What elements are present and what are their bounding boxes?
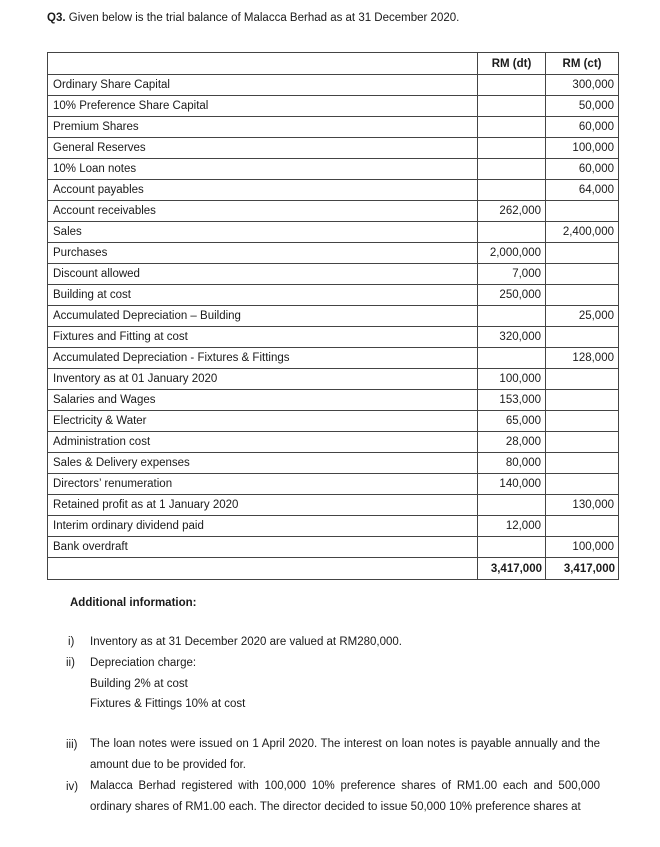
debit-amount: 80,000 <box>478 453 546 474</box>
account-name: Premium Shares <box>48 117 478 138</box>
table-row <box>48 495 619 516</box>
table-row <box>48 348 619 369</box>
debit-amount: 250,000 <box>478 285 546 306</box>
credit-amount <box>546 327 619 348</box>
info-item-text: Inventory as at 31 December 2020 are valued at RM280,000. <box>90 636 402 648</box>
credit-amount <box>546 516 619 537</box>
table-row <box>48 390 619 411</box>
table-row <box>48 96 619 117</box>
account-name: Ordinary Share Capital <box>48 75 478 96</box>
table-row <box>48 159 619 180</box>
debit-amount <box>478 537 546 558</box>
credit-amount <box>546 243 619 264</box>
account-name: General Reserves <box>48 138 478 159</box>
info-item-number: i) <box>68 636 75 648</box>
info-item-4-number: iv) <box>66 781 79 793</box>
header-debit: RM (dt) <box>478 53 546 75</box>
debit-amount: 140,000 <box>478 474 546 495</box>
table-row <box>48 75 619 96</box>
account-name: Sales & Delivery expenses <box>48 453 478 474</box>
credit-amount: 128,000 <box>546 348 619 369</box>
account-name: Discount allowed <box>48 264 478 285</box>
credit-amount <box>546 201 619 222</box>
debit-amount: 7,000 <box>478 264 546 285</box>
account-name: Purchases <box>48 243 478 264</box>
debit-amount <box>478 306 546 327</box>
debit-amount <box>478 159 546 180</box>
debit-amount <box>478 222 546 243</box>
table-row <box>48 222 619 243</box>
debit-amount: 320,000 <box>478 327 546 348</box>
account-name: Account payables <box>48 180 478 201</box>
credit-amount <box>546 369 619 390</box>
question-text: Given below is the trial balance of Malacca Berhad as at 31 December 2020. <box>68 12 460 24</box>
table-row <box>48 474 619 495</box>
account-name: Building at cost <box>48 285 478 306</box>
info-item-1 <box>68 636 402 648</box>
credit-amount: 300,000 <box>546 75 619 96</box>
table-body <box>48 75 619 558</box>
debit-amount: 100,000 <box>478 369 546 390</box>
account-name: Accumulated Depreciation - Fixtures & Fittings <box>48 348 478 369</box>
totals-label <box>48 558 478 580</box>
trial-balance-table <box>47 52 619 580</box>
account-name: Account receivables <box>48 201 478 222</box>
credit-amount: 130,000 <box>546 495 619 516</box>
info-item-4-text: Malacca Berhad registered with 100,000 10% preference shares of RM1.00 each and 500,000 ordinary shares of RM1.00 each. The director decided to issue 50,000 10% preference shares at <box>90 780 600 813</box>
credit-amount <box>546 411 619 432</box>
credit-amount: 60,000 <box>546 159 619 180</box>
account-name: Retained profit as at 1 January 2020 <box>48 495 478 516</box>
debit-amount: 65,000 <box>478 411 546 432</box>
debit-amount: 153,000 <box>478 390 546 411</box>
credit-amount: 64,000 <box>546 180 619 201</box>
table-row <box>48 285 619 306</box>
credit-amount: 25,000 <box>546 306 619 327</box>
debit-amount: 262,000 <box>478 201 546 222</box>
debit-amount: 12,000 <box>478 516 546 537</box>
account-name: Fixtures and Fitting at cost <box>48 327 478 348</box>
account-name: Interim ordinary dividend paid <box>48 516 478 537</box>
account-name: Sales <box>48 222 478 243</box>
credit-amount: 2,400,000 <box>546 222 619 243</box>
account-name: Administration cost <box>48 432 478 453</box>
table-row <box>48 180 619 201</box>
table-row <box>48 327 619 348</box>
table-row <box>48 432 619 453</box>
header-credit: RM (ct) <box>546 53 619 75</box>
table-row <box>48 306 619 327</box>
debit-amount <box>478 96 546 117</box>
depreciation-fixtures: Fixtures & Fittings 10% at cost <box>90 698 246 710</box>
table-header-row <box>48 53 619 75</box>
account-name: 10% Preference Share Capital <box>48 96 478 117</box>
credit-amount: 60,000 <box>546 117 619 138</box>
table-row <box>48 117 619 138</box>
info-item-3-number: iii) <box>66 739 78 751</box>
table-row <box>48 243 619 264</box>
debit-amount <box>478 495 546 516</box>
credit-amount <box>546 390 619 411</box>
table-row <box>48 453 619 474</box>
total-credit: 3,417,000 <box>546 558 619 580</box>
totals-row <box>48 558 619 580</box>
credit-amount <box>546 432 619 453</box>
info-item-2 <box>66 657 197 669</box>
question-number: Q3. <box>47 12 66 24</box>
credit-amount: 100,000 <box>546 537 619 558</box>
total-debit: 3,417,000 <box>478 558 546 580</box>
account-name: Bank overdraft <box>48 537 478 558</box>
info-item-3-text: The loan notes were issued on 1 April 2020. The interest on loan notes is payable annually and the amount due to be provided for. <box>90 738 600 771</box>
table-row <box>48 264 619 285</box>
credit-amount <box>546 264 619 285</box>
table-row <box>48 369 619 390</box>
table-row <box>48 411 619 432</box>
account-name: 10% Loan notes <box>48 159 478 180</box>
depreciation-building: Building 2% at cost <box>90 678 188 690</box>
info-item-text: Depreciation charge: <box>90 657 197 669</box>
credit-amount <box>546 474 619 495</box>
debit-amount <box>478 348 546 369</box>
credit-amount: 100,000 <box>546 138 619 159</box>
table-row <box>48 537 619 558</box>
credit-amount <box>546 285 619 306</box>
header-description <box>48 53 478 75</box>
debit-amount: 2,000,000 <box>478 243 546 264</box>
additional-info-title: Additional information: <box>70 597 197 609</box>
table-row <box>48 138 619 159</box>
credit-amount <box>546 453 619 474</box>
table-row <box>48 516 619 537</box>
account-name: Accumulated Depreciation – Building <box>48 306 478 327</box>
table-row <box>48 201 619 222</box>
question-heading <box>47 12 459 24</box>
account-name: Electricity & Water <box>48 411 478 432</box>
info-item-number: ii) <box>66 657 75 669</box>
debit-amount <box>478 138 546 159</box>
debit-amount <box>478 75 546 96</box>
account-name: Directors’ renumeration <box>48 474 478 495</box>
credit-amount: 50,000 <box>546 96 619 117</box>
debit-amount: 28,000 <box>478 432 546 453</box>
debit-amount <box>478 117 546 138</box>
account-name: Inventory as at 01 January 2020 <box>48 369 478 390</box>
account-name: Salaries and Wages <box>48 390 478 411</box>
debit-amount <box>478 180 546 201</box>
